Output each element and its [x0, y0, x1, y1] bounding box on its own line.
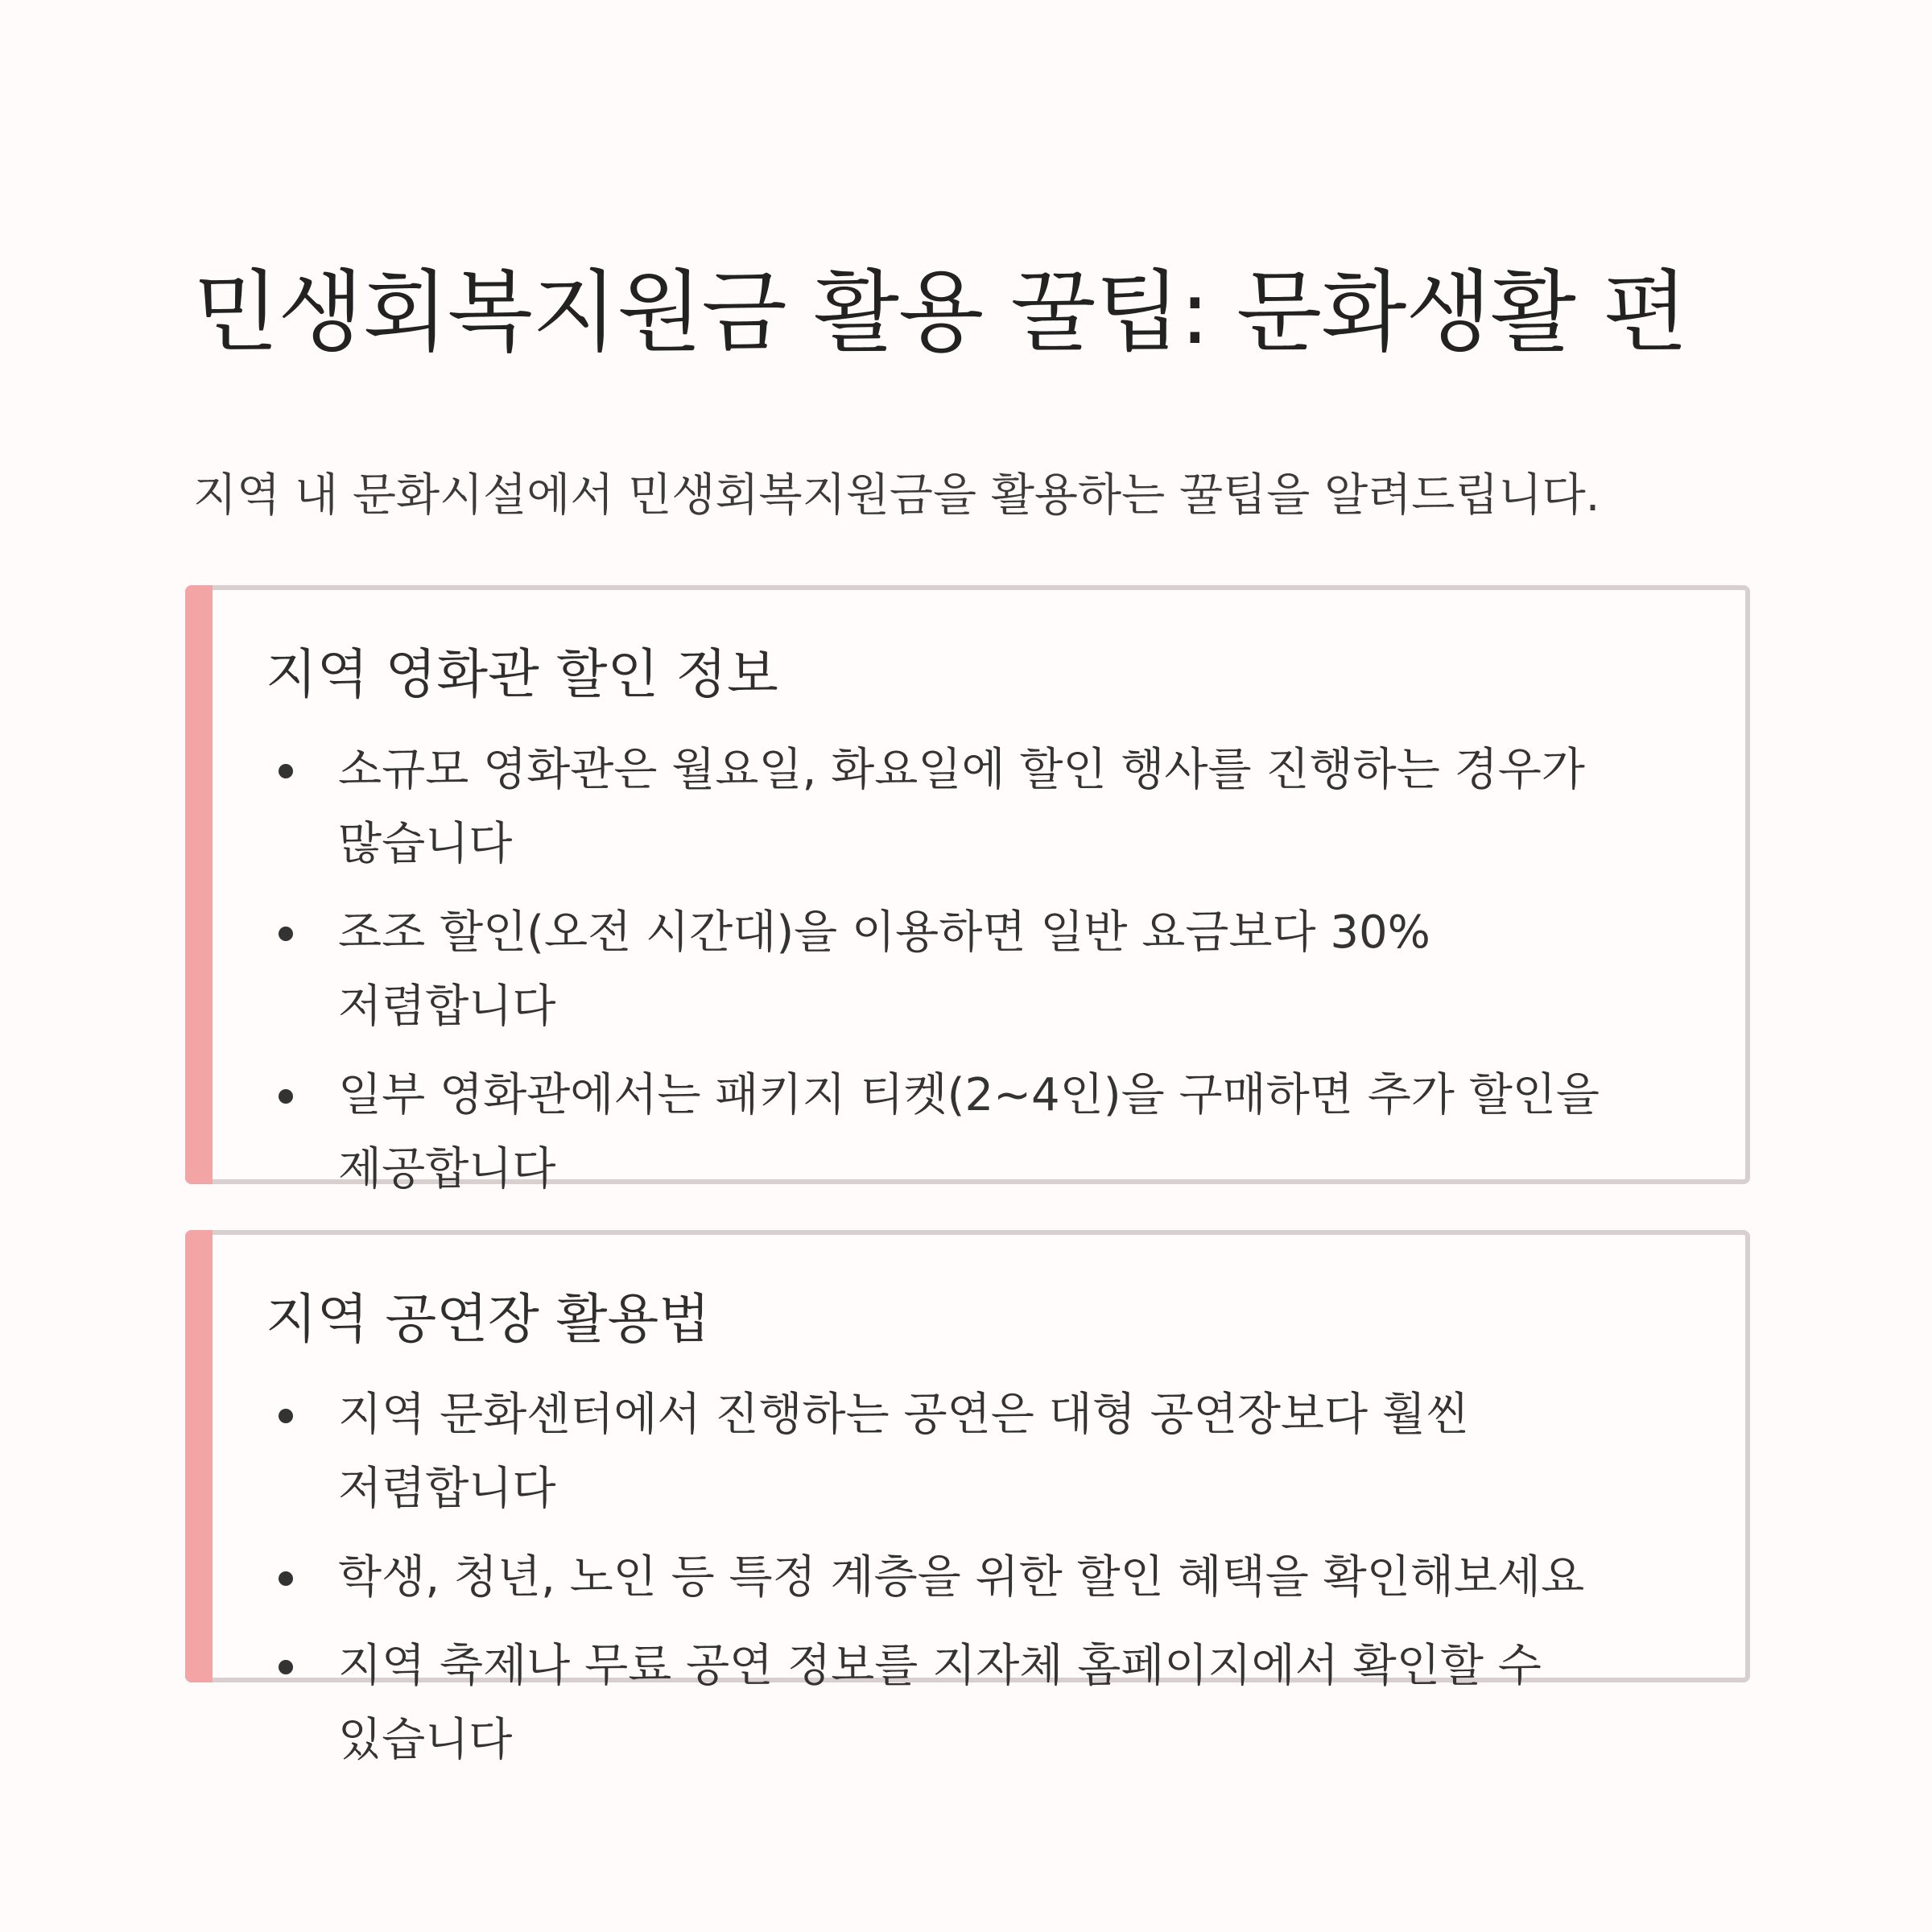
list-item — [266, 1059, 1610, 1207]
bullet-icon — [279, 1571, 293, 1586]
list-item — [266, 1629, 1610, 1777]
tips-list-theater — [266, 1378, 1699, 1792]
bullet-icon — [279, 1089, 293, 1104]
list-item-text: 조조 할인(오전 시간대)을 이용하면 일반 요금보다 30% 저렴합니다 — [338, 906, 1430, 1033]
bullet-icon — [279, 927, 293, 941]
bullet-icon — [279, 1660, 293, 1674]
list-item-text: 지역 문화센터에서 진행하는 공연은 대형 공연장보다 훨씬 저렴합니다 — [338, 1389, 1470, 1515]
section-heading-cinema: 지역 영화관 할인 정보 — [266, 643, 778, 705]
section-card-theater — [185, 1230, 1750, 1766]
bullet-icon — [279, 764, 293, 778]
list-item — [266, 1541, 1610, 1615]
section-card-cinema — [185, 585, 1750, 1195]
intro-text: 지역 내 문화시설에서 민생회복지원금을 활용하는 꿀팁을 알려드립니다. — [193, 469, 1600, 522]
list-item — [266, 1378, 1610, 1526]
section-heading-theater: 지역 공연장 활용법 — [266, 1288, 711, 1350]
bullet-icon — [279, 1409, 293, 1423]
list-item-text: 소규모 영화관은 월요일, 화요일에 할인 행사를 진행하는 경우가 많습니다 — [338, 744, 1585, 870]
list-item-text: 일부 영화관에서는 패키지 티켓(2~4인)을 구매하면 추가 할인을 제공합니다 — [338, 1069, 1600, 1195]
list-item-text: 학생, 청년, 노인 등 특정 계층을 위한 할인 혜택을 확인해보세요 — [338, 1551, 1585, 1604]
page-title: 민생회복지원금 활용 꿀팁: 문화생활 편 — [193, 261, 1688, 364]
list-item — [266, 733, 1610, 881]
tips-list-cinema — [266, 733, 1699, 1221]
list-item — [266, 896, 1610, 1044]
list-item-text: 지역 축제나 무료 공연 정보를 지자체 홈페이지에서 확인할 수 있습니다 — [338, 1640, 1542, 1766]
